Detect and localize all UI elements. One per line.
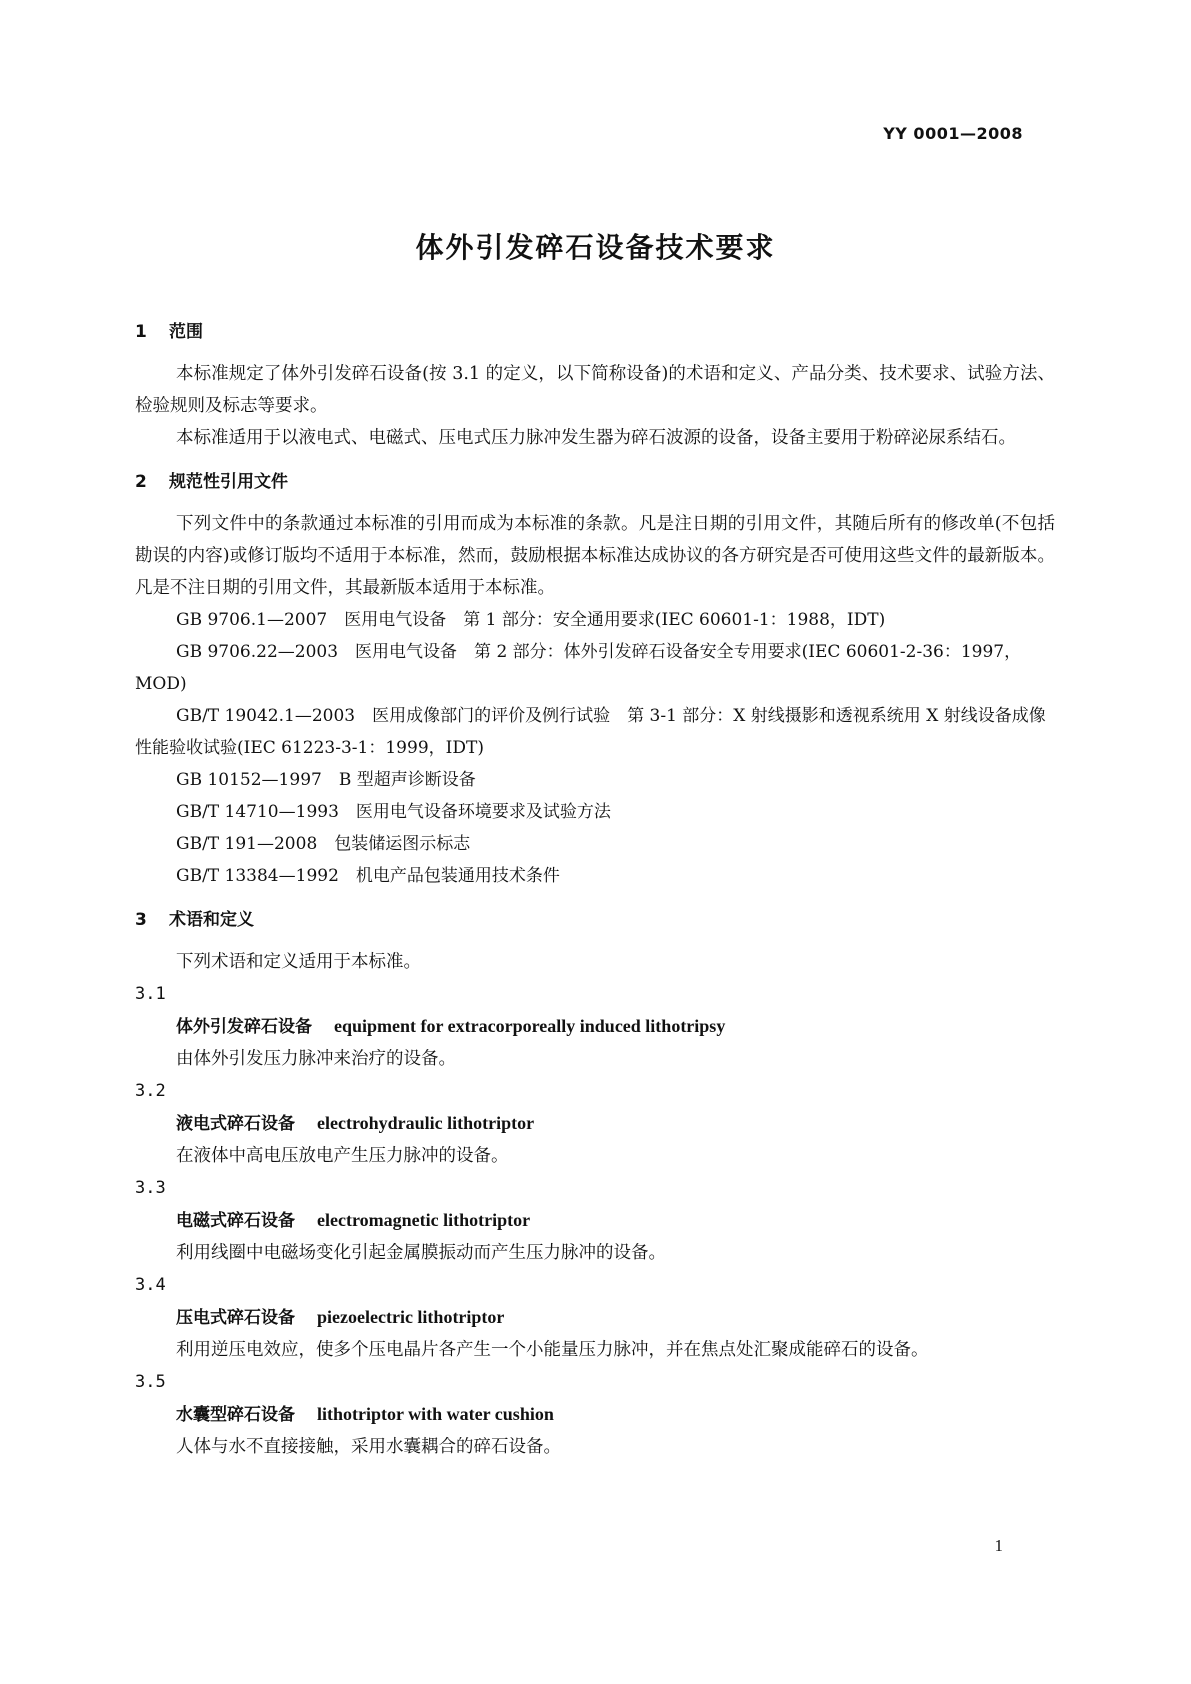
reference-item: GB 9706.22—2003 医用电气设备 第 2 部分：体外引发碎石设备安全专用要求(IEC 60601-2-36：1997，MOD)	[135, 642, 1022, 694]
term-number: 3.5	[135, 1372, 166, 1392]
term-definition: 利用线圈中电磁场变化引起金属膜振动而产生压力脉冲的设备。	[176, 1243, 666, 1263]
reference-item: GB/T 19042.1—2003 医用成像部门的评价及例行试验 第 3-1 部分：X 射线摄影和透视系统用 X 射线设备成像性能验收试验(IEC 61223-3-1：1999，IDT)	[135, 706, 1046, 758]
term-number: 3.1	[135, 984, 166, 1004]
term-number: 3.2	[135, 1081, 166, 1101]
term-name	[176, 1204, 1055, 1237]
term-entry	[135, 1366, 1055, 1463]
paragraph: 本标准规定了体外引发碎石设备(按 3.1 的定义，以下简称设备)的术语和定义、产品分类、技术要求、试验方法、检验规则及标志等要求。	[135, 364, 1055, 416]
section-number: 2	[135, 472, 147, 492]
paragraph: 下列术语和定义适用于本标准。	[176, 952, 421, 972]
section-number: 3	[135, 910, 147, 930]
term-chinese: 压电式碎石设备	[176, 1308, 295, 1328]
section-heading-terms-definitions	[135, 906, 1055, 934]
section-title: 规范性引用文件	[169, 472, 288, 492]
term-chinese: 液电式碎石设备	[176, 1114, 295, 1134]
term-entry	[135, 1075, 1055, 1172]
reference-item: GB/T 13384—1992 机电产品包装通用技术条件	[176, 866, 560, 886]
term-number: 3.4	[135, 1275, 166, 1295]
term-english: piezoelectric lithotriptor	[317, 1307, 505, 1327]
term-definition: 在液体中高电压放电产生压力脉冲的设备。	[176, 1146, 509, 1166]
term-entry	[135, 1269, 1055, 1366]
document-body	[135, 318, 1055, 1463]
term-number: 3.3	[135, 1178, 166, 1198]
term-name	[176, 1398, 1055, 1431]
term-chinese: 电磁式碎石设备	[176, 1211, 295, 1231]
term-english: electrohydraulic lithotriptor	[317, 1113, 535, 1133]
paragraph: 本标准适用于以液电式、电磁式、压电式压力脉冲发生器为碎石波源的设备，设备主要用于粉碎泌尿系结石。	[176, 428, 1016, 448]
term-english: lithotriptor with water cushion	[317, 1404, 554, 1424]
term-english: equipment for extracorporeally induced lithotripsy	[334, 1016, 726, 1036]
reference-item: GB 9706.1—2007 医用电气设备 第 1 部分：安全通用要求(IEC 60601-1：1988，IDT)	[176, 610, 886, 630]
reference-item: GB/T 191—2008 包装储运图示标志	[176, 834, 471, 854]
section-heading-scope	[135, 318, 1055, 346]
term-chinese: 体外引发碎石设备	[176, 1017, 312, 1037]
term-definition: 利用逆压电效应，使多个压电晶片各产生一个小能量压力脉冲，并在焦点处汇聚成能碎石的设备。	[176, 1340, 929, 1360]
term-english: electromagnetic lithotriptor	[317, 1210, 531, 1230]
reference-item: GB/T 14710—1993 医用电气设备环境要求及试验方法	[176, 802, 611, 822]
section-number: 1	[135, 322, 147, 342]
section-title: 范围	[169, 322, 203, 342]
term-chinese: 水囊型碎石设备	[176, 1405, 295, 1425]
term-name	[176, 1107, 1055, 1140]
term-definition: 人体与水不直接接触，采用水囊耦合的碎石设备。	[176, 1437, 561, 1457]
term-name	[176, 1010, 1055, 1043]
page-number: 1	[994, 1536, 1003, 1555]
term-entry	[135, 1172, 1055, 1269]
section-title: 术语和定义	[169, 910, 254, 930]
term-definition: 由体外引发压力脉冲来治疗的设备。	[176, 1049, 456, 1069]
term-entry	[135, 978, 1055, 1075]
paragraph: 下列文件中的条款通过本标准的引用而成为本标准的条款。凡是注日期的引用文件，其随后所有的修改单(不包括勘误的内容)或修订版均不适用于本标准，然而，鼓励根据本标准达成协议的各方研究是否可使用这些文件的最新版本。凡是不注日期的引用文件，其最新版本适用于本标准。	[135, 514, 1055, 598]
document-title: 体外引发碎石设备技术要求	[415, 231, 776, 264]
standard-number: YY 0001—2008	[883, 124, 1023, 143]
reference-item: GB 10152—1997 B 型超声诊断设备	[176, 770, 476, 790]
term-name	[176, 1301, 1055, 1334]
section-heading-normative-references	[135, 468, 1055, 496]
